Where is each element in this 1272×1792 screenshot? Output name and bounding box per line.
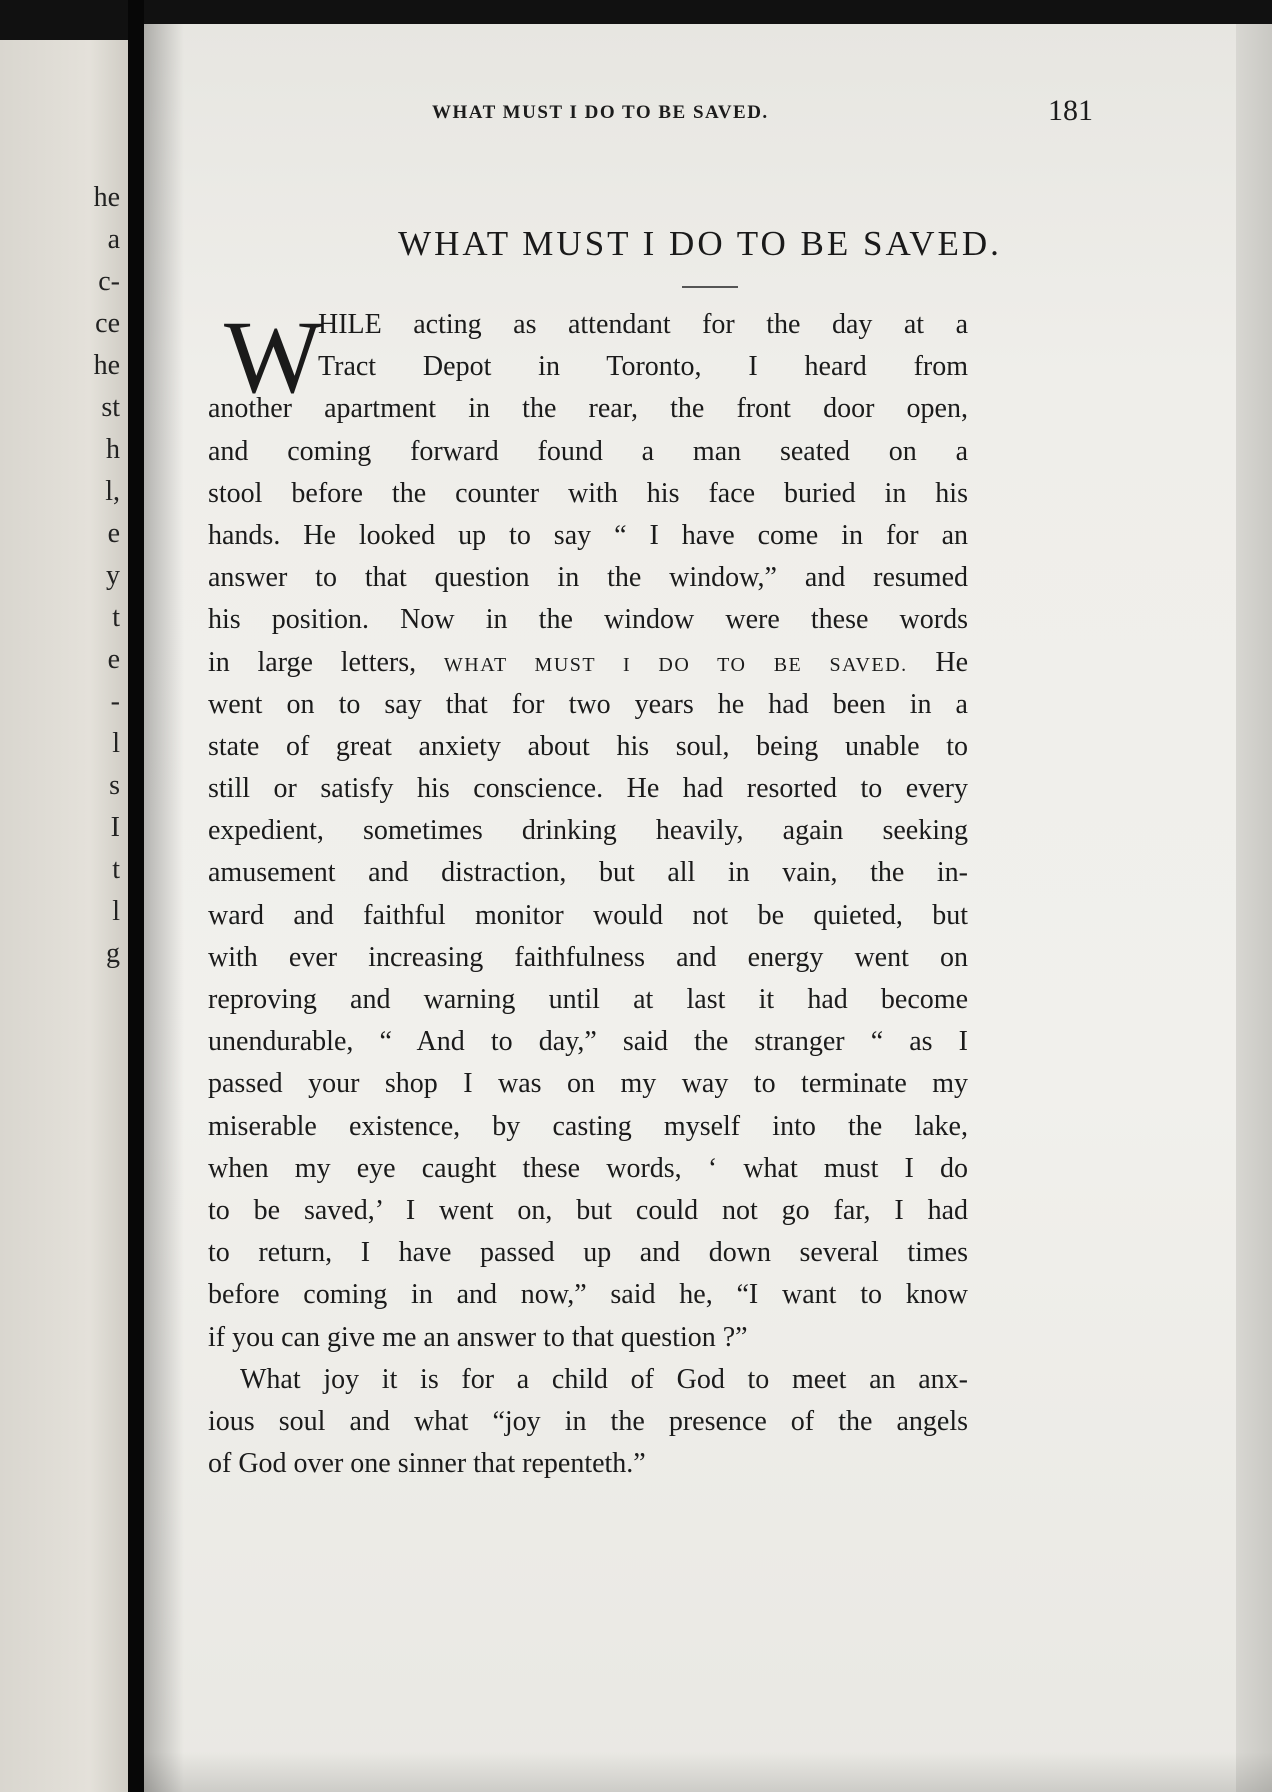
left-page-fragment: st bbox=[101, 392, 120, 423]
left-page-fragment: l bbox=[112, 728, 120, 759]
text-line: miserable existence, by casting myself into the lake, bbox=[208, 1110, 968, 1142]
text-line: another apartment in the rear, the front door open, bbox=[208, 393, 968, 425]
text-segment: He bbox=[935, 646, 968, 678]
text-line: if you can give me an answer to that question ?” bbox=[208, 1321, 748, 1353]
small-caps-quote: WHAT MUST I DO TO BE SAVED. bbox=[443, 653, 908, 676]
left-page-fragment: - bbox=[110, 686, 120, 717]
left-page-fragment: l bbox=[112, 896, 120, 927]
text-line: went on to say that for two years he had been in a bbox=[208, 688, 968, 720]
text-line: ward and faithful monitor would not be quieted, but bbox=[208, 899, 968, 931]
body-text bbox=[208, 300, 968, 1485]
left-page-fragment: h bbox=[106, 434, 120, 465]
text-line bbox=[208, 642, 968, 684]
text-line: of God over one sinner that repenteth.” bbox=[208, 1448, 646, 1480]
text-line: passed your shop I was on my way to terminate my bbox=[208, 1068, 968, 1100]
left-page-fragment: t bbox=[112, 602, 120, 633]
left-page-fragment: I bbox=[110, 812, 120, 843]
text-line: ious soul and what “joy in the presence of the angels bbox=[208, 1405, 968, 1437]
text-line: with ever increasing faithfulness and energy went on bbox=[208, 941, 968, 973]
book-spine-shadow bbox=[128, 0, 144, 1792]
left-page-fragment: he bbox=[93, 182, 120, 213]
left-page-edge bbox=[0, 40, 128, 1792]
text-line: still or satisfy his conscience. He had resorted to every bbox=[208, 773, 968, 805]
text-line: Tract Depot in Toronto, I heard from bbox=[318, 351, 968, 383]
left-page-fragment: g bbox=[106, 938, 120, 969]
text-line: his position. Now in the window were these words bbox=[208, 604, 968, 636]
text-line: stool before the counter with his face buried in his bbox=[208, 477, 968, 509]
left-page-fragment: a bbox=[107, 224, 120, 255]
left-page-fragment: c- bbox=[98, 266, 120, 297]
gutter-shadow bbox=[144, 24, 184, 1792]
page-number: 181 bbox=[1048, 94, 1093, 127]
text-line: to be saved,’ I went on, but could not go far, I had bbox=[208, 1194, 968, 1226]
text-line: state of great anxiety about his soul, being unable to bbox=[208, 730, 968, 762]
text-line: unendurable, “ And to day,” said the stranger “ as I bbox=[208, 1026, 968, 1058]
left-page-fragment: l, bbox=[105, 476, 120, 507]
text-line: HILE acting as attendant for the day at a bbox=[318, 309, 968, 340]
text-line: hands. He looked up to say “ I have come in for an bbox=[208, 519, 968, 551]
text-line: when my eye caught these words, ‘ what must I do bbox=[208, 1152, 968, 1184]
page-bottom-edge bbox=[144, 1752, 1272, 1792]
left-page-fragment: t bbox=[112, 854, 120, 885]
title-rule bbox=[682, 286, 738, 288]
left-page-fragment: ce bbox=[95, 308, 120, 339]
page-right-edge bbox=[1236, 24, 1272, 1792]
left-page-fragment: s bbox=[109, 770, 120, 801]
text-line: reproving and warning until at last it had become bbox=[208, 984, 968, 1015]
left-page-fragment: e bbox=[107, 644, 120, 675]
text-line: and coming forward found a man seated on a bbox=[208, 435, 968, 467]
text-line: before coming in and now,” said he, “I want to know bbox=[208, 1279, 968, 1311]
text-line: amusement and distraction, but all in vain, the in- bbox=[208, 857, 968, 889]
drop-cap: W bbox=[224, 300, 323, 415]
text-segment: in large letters, bbox=[208, 646, 417, 678]
text-line: expedient, sometimes drinking heavily, again seeking bbox=[208, 815, 968, 847]
text-line: answer to that question in the window,” and resumed bbox=[208, 562, 968, 594]
left-page-fragment: he bbox=[93, 350, 120, 381]
left-page-fragment: e bbox=[107, 518, 120, 549]
left-page-fragment: y bbox=[106, 560, 120, 591]
running-head: WHAT MUST I DO TO BE SAVED. bbox=[432, 102, 769, 123]
text-line: What joy it is for a child of God to meet an anx- bbox=[240, 1363, 968, 1395]
book-page bbox=[144, 24, 1272, 1792]
text-line: to return, I have passed up and down several times bbox=[208, 1237, 968, 1269]
chapter-title: WHAT MUST I DO TO BE SAVED. bbox=[398, 224, 1002, 263]
